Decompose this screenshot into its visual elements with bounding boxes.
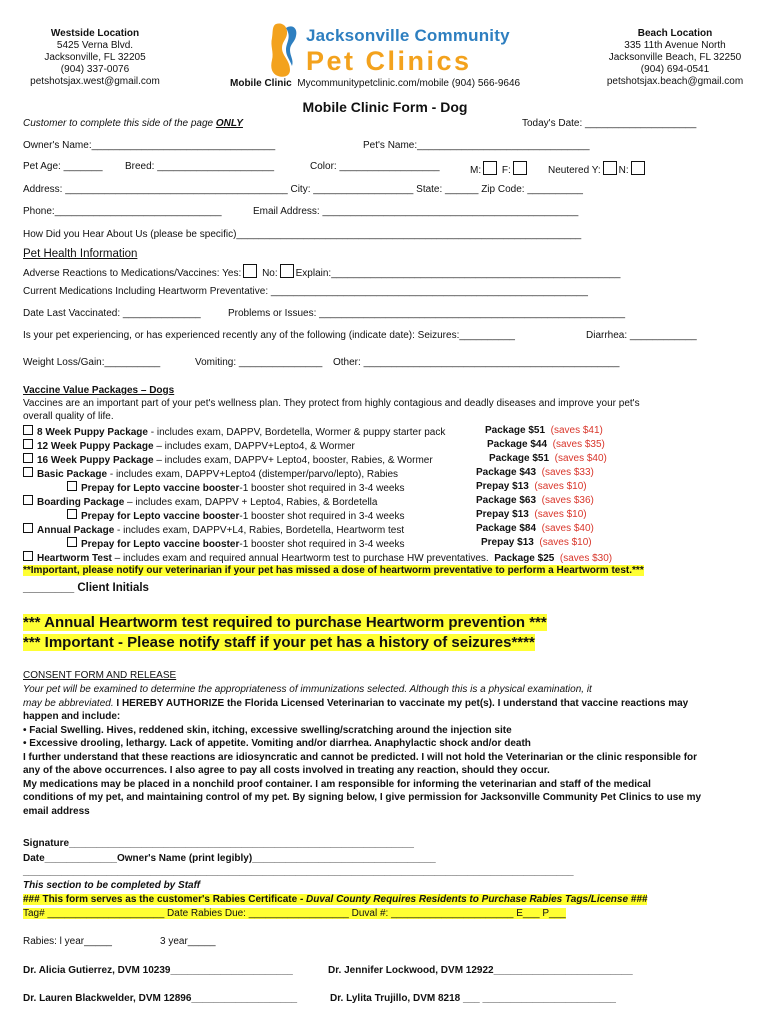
male-label: M:	[470, 165, 482, 176]
consent-line: may be abbreviated.	[23, 697, 114, 709]
package-desc: -1 booster shot required in 3-4 weeks	[239, 511, 405, 522]
package-savings: (saves $33)	[541, 467, 594, 478]
adverse-yes-checkbox[interactable]	[243, 264, 257, 278]
package-checkbox[interactable]	[23, 523, 33, 533]
package-desc: – includes exam, DAPPV+Lepto4, & Wormer	[153, 441, 355, 452]
westside-address1: 5425 Verna Blvd.	[56, 40, 134, 51]
rabies-cert-ital: - Duval County Requires Residents to Purchase Rabies Tags/License ###	[297, 894, 648, 905]
vaccines-heading: Vaccine Value Packages – Dogs	[23, 385, 175, 396]
address-field[interactable]: Address: ________________________________________ City: __________________ State: ______ Zip Code: __________	[23, 184, 583, 195]
consent-line: Your pet will be examined to determine the appropriateness of immunizations selected. Although this is a physical examination, it	[23, 684, 592, 695]
beach-location	[595, 28, 755, 88]
package-price-row	[476, 523, 594, 534]
westside-phone: (904) 337-0076	[60, 64, 130, 75]
rabies-1yr-field[interactable]: Rabies: l year_____	[23, 936, 112, 947]
pet-silhouette-icon	[262, 20, 302, 80]
beach-email: petshotsjax.beach@gmail.com	[606, 76, 744, 87]
package-desc: - includes exam, DAPPV+L4, Rabies, Bordetella, Heartworm test	[114, 525, 405, 536]
form-title: Mobile Clinic Form - Dog	[302, 99, 468, 115]
package-price: Package $43	[476, 467, 537, 478]
package-name: Boarding Package	[37, 497, 125, 508]
consent-line: I HEREBY AUTHORIZE the Florida Licensed Veterinarian to vaccinate my pet(s). I understand that vaccine reactions may	[113, 697, 689, 709]
doctor-signature[interactable]: Dr. Alicia Gutierrez, DVM 10239______________________	[23, 965, 293, 976]
consent-line: happen and include:	[23, 711, 121, 722]
package-checkbox[interactable]	[23, 551, 33, 561]
male-checkbox[interactable]	[483, 161, 497, 175]
adverse-explain-field[interactable]: Explain:____________________________________________________	[295, 268, 621, 279]
package-desc: – includes exam and required annual Heartworm test to purchase HW preventatives.	[111, 553, 489, 564]
mobile-clinic-label: Mobile Clinic	[230, 78, 292, 89]
package-checkbox[interactable]	[23, 453, 33, 463]
package-row[interactable]	[23, 467, 398, 480]
rabies-3yr-field[interactable]: 3 year_____	[160, 936, 216, 947]
package-price: Package $84	[476, 523, 537, 534]
heartworm-notice: *** Annual Heartworm test required to purchase Heartworm prevention ***	[23, 614, 547, 631]
package-name: Prepay for Lepto vaccine booster	[81, 483, 240, 494]
package-row[interactable]	[67, 537, 404, 550]
beach-address1: 335 11th Avenue North	[624, 40, 726, 51]
package-name: Annual Package	[37, 525, 115, 536]
logo-line2: Pet Clinics	[306, 46, 472, 76]
westside-title: Westside Location	[50, 28, 140, 39]
package-name: Prepay for Lepto vaccine booster	[81, 539, 240, 550]
beach-address2: Jacksonville Beach, FL 32250	[608, 52, 742, 63]
todays-date-field[interactable]: Today's Date: ____________________	[522, 118, 697, 129]
doctor-signature[interactable]: Dr. Jennifer Lockwood, DVM 12922_________________________	[328, 965, 633, 976]
weight-field[interactable]: Weight Loss/Gain:__________	[23, 357, 161, 368]
package-savings: (saves $36)	[541, 495, 594, 506]
consent-line: My medications may be placed in a nonchild proof container. I am responsible for informing the veterinarian and staff of the medical	[23, 778, 651, 790]
doctor-signature[interactable]: Dr. Lylita Trujillo, DVM 8218 ___ ________________________	[330, 993, 616, 1004]
last-vaccinated-field[interactable]: Date Last Vaccinated: ______________	[23, 308, 201, 319]
package-price-row	[476, 481, 587, 492]
consent-line: I further understand that these reactions are idiosyncratic and cannot be predicted. I will not hold the Veterinarian or the clinic responsible for	[23, 751, 698, 763]
rabies-cert-bold: ### This form serves as the customer's Rabies Certificate	[23, 894, 298, 905]
package-checkbox[interactable]	[67, 537, 77, 547]
package-checkbox[interactable]	[23, 495, 33, 505]
neutered-yes-checkbox[interactable]	[603, 161, 617, 175]
female-checkbox[interactable]	[513, 161, 527, 175]
package-price-row	[481, 537, 592, 548]
package-name: 16 Week Puppy Package	[37, 455, 154, 466]
package-checkbox[interactable]	[23, 425, 33, 435]
package-row[interactable]	[23, 425, 445, 438]
westside-location	[20, 28, 170, 88]
client-initials-field[interactable]: ________ Client Initials	[23, 582, 149, 594]
adverse-no-checkbox[interactable]	[280, 264, 294, 278]
package-price: Package $51	[489, 453, 550, 464]
package-price: Package $25	[494, 553, 555, 564]
divider-rule: ___________________________________________________________________________________________________	[23, 866, 574, 877]
signature-field[interactable]: Signature______________________________________________________________	[23, 838, 414, 849]
package-price: Package $44	[487, 439, 548, 450]
package-price-row	[487, 439, 605, 450]
pets-name-field[interactable]: Pet's Name:_______________________________	[363, 140, 590, 151]
package-desc: – includes exam, DAPPV+ Lepto4, booster, Rabies, & Wormer	[153, 455, 433, 466]
consent-line: email address	[23, 805, 90, 817]
package-desc: - includes exam, DAPPV, Bordetella, Wormer & puppy starter pack	[147, 427, 446, 438]
package-savings: (saves $10)	[539, 537, 592, 548]
package-row[interactable]	[67, 509, 404, 522]
package-price: Package $63	[476, 495, 537, 506]
package-checkbox[interactable]	[23, 467, 33, 477]
package-price-row	[476, 467, 594, 478]
date-owner-field[interactable]: Date_____________Owner's Name (print legibly)_________________________________	[23, 853, 436, 864]
package-price: Prepay $13	[481, 537, 534, 548]
package-name: 8 Week Puppy Package	[37, 427, 148, 438]
consent-line: • Facial Swelling. Hives, reddened skin, itching, excessive swelling/scratching around the injection site	[23, 724, 512, 736]
package-savings: (saves $10)	[534, 509, 587, 520]
package-checkbox[interactable]	[23, 439, 33, 449]
phone-field[interactable]: Phone:______________________________	[23, 206, 222, 217]
female-label: F:	[501, 165, 511, 176]
beach-phone: (904) 694-0541	[640, 64, 710, 75]
other-field[interactable]: Other: ______________________________________________	[333, 357, 620, 368]
clinic-logo	[262, 20, 512, 82]
pet-age-field[interactable]: Pet Age: _______	[23, 161, 103, 172]
mobile-clinic-line	[230, 78, 520, 90]
consent-line: conditions of my pet, and maintaining control of my pet. By signing below, I give permission for Jacksonville Community Pet Clinics to use my	[23, 792, 702, 803]
customer-note	[23, 118, 243, 129]
package-price-row	[485, 425, 603, 436]
package-price: Prepay $13	[476, 509, 529, 520]
package-row[interactable]	[67, 481, 404, 494]
adverse-yes-label: Adverse Reactions to Medications/Vaccines: Yes:	[23, 268, 242, 279]
color-field[interactable]: Color: __________________	[310, 161, 440, 172]
health-heading: Pet Health Information	[23, 248, 138, 260]
diarrhea-field[interactable]: Diarrhea: ____________	[586, 330, 697, 341]
package-name: Heartworm Test	[37, 553, 112, 564]
package-desc: -1 booster shot required in 3-4 weeks	[239, 483, 405, 494]
doctor-signature[interactable]: Dr. Lauren Blackwelder, DVM 12896___________________	[23, 993, 298, 1004]
package-savings: (saves $40)	[541, 523, 594, 534]
sex-options	[470, 161, 529, 176]
problems-field[interactable]: Problems or Issues: _______________________________________________________	[228, 308, 626, 319]
package-price-row	[476, 509, 587, 520]
package-price: Package $51	[485, 425, 546, 436]
vomiting-field[interactable]: Vomiting: _______________	[195, 357, 323, 368]
rabies-certificate-note	[23, 894, 647, 905]
package-checkbox[interactable]	[67, 481, 77, 491]
consent-line: • Excessive drooling, lethargy. Lack of appetite. Vomiting and/or diarrhea. Anaphylactic shock and/or death	[23, 738, 531, 749]
neutered-no-label: N:	[618, 165, 629, 176]
tag-line-field[interactable]: Tag# _____________________ Date Rabies Due: __________________ Duval #: ______________________ E___ P___	[23, 908, 566, 919]
neutered-no-checkbox[interactable]	[631, 161, 645, 175]
package-desc: - includes exam, DAPPV+Lepto4 (distemper/parvo/lepto), Rabies	[107, 469, 399, 480]
seizure-notice: *** Important - Please notify staff if your pet has a history of seizures****	[23, 634, 535, 651]
consent-line: any of the above occurrences. I also agree to pay all costs involved in treating any reaction, should they occur.	[23, 765, 550, 776]
adverse-reactions-row	[23, 264, 620, 279]
package-name: 12 Week Puppy Package	[37, 441, 154, 452]
package-row[interactable]	[23, 495, 377, 508]
package-row[interactable]	[23, 523, 404, 536]
breed-field[interactable]: Breed: _____________________	[125, 161, 275, 172]
package-savings: (saves $40)	[554, 453, 607, 464]
adverse-no-label: No:	[262, 268, 278, 279]
heartworm-important-note: **Important, please notify our veterinarian if your pet has missed a dose of heartworm preventative to perform a Heartworm test.***	[23, 565, 644, 576]
package-name: Basic Package	[37, 469, 108, 480]
package-price-row	[489, 453, 607, 464]
package-desc: -1 booster shot required in 3-4 weeks	[239, 539, 405, 550]
hear-about-field[interactable]: How Did you Hear About Us (please be specific)______________________________________________________________	[23, 229, 582, 240]
westside-address2: Jacksonville, FL 32205	[44, 52, 146, 63]
vaccines-intro-2: overall quality of life.	[23, 411, 114, 422]
mobile-clinic-info: Mycommunitypetclinic.com/mobile (904) 566-9646	[297, 78, 521, 89]
customer-note-only: ONLY	[215, 118, 243, 129]
vaccines-intro-1: Vaccines are an important part of your pet's wellness plan. They protect from highly contagious and deadly diseases and improve your pet's	[23, 398, 640, 409]
email-field[interactable]: Email Address: ______________________________________________	[253, 206, 579, 217]
package-savings: (saves $35)	[552, 439, 605, 450]
seizures-field[interactable]: Is your pet experiencing, or has experienced recently any of the following (indicate date): Seizures:__________	[23, 330, 515, 341]
package-row[interactable]	[23, 453, 433, 466]
owners-name-field[interactable]: Owner's Name:_________________________________	[23, 140, 276, 151]
staff-note: This section to be completed by Staff	[23, 880, 201, 891]
package-savings: (saves $10)	[534, 481, 587, 492]
package-row[interactable]	[23, 439, 355, 452]
consent-body	[23, 683, 748, 818]
package-savings: (saves $30)	[559, 553, 613, 564]
customer-note-text: Customer to complete this side of the page	[23, 118, 216, 129]
medications-field[interactable]: Current Medications Including Heartworm Preventative: _________________________________________________________	[23, 286, 588, 297]
package-desc: – includes exam, DAPPV + Lepto4, Rabies, & Bordetella	[124, 497, 378, 508]
logo-line1: Jacksonville Community	[306, 26, 510, 45]
package-name: Prepay for Lepto vaccine booster	[81, 511, 240, 522]
consent-heading: CONSENT FORM AND RELEASE	[23, 670, 177, 681]
neutered-options	[548, 161, 647, 176]
package-price-row	[476, 495, 594, 506]
package-row[interactable]	[23, 551, 612, 564]
beach-title: Beach Location	[637, 28, 713, 39]
package-price: Prepay $13	[476, 481, 529, 492]
package-checkbox[interactable]	[67, 509, 77, 519]
package-savings: (saves $41)	[550, 425, 603, 436]
neutered-yes-label: Neutered Y:	[548, 165, 601, 176]
westside-email: petshotsjax.west@gmail.com	[30, 76, 160, 87]
